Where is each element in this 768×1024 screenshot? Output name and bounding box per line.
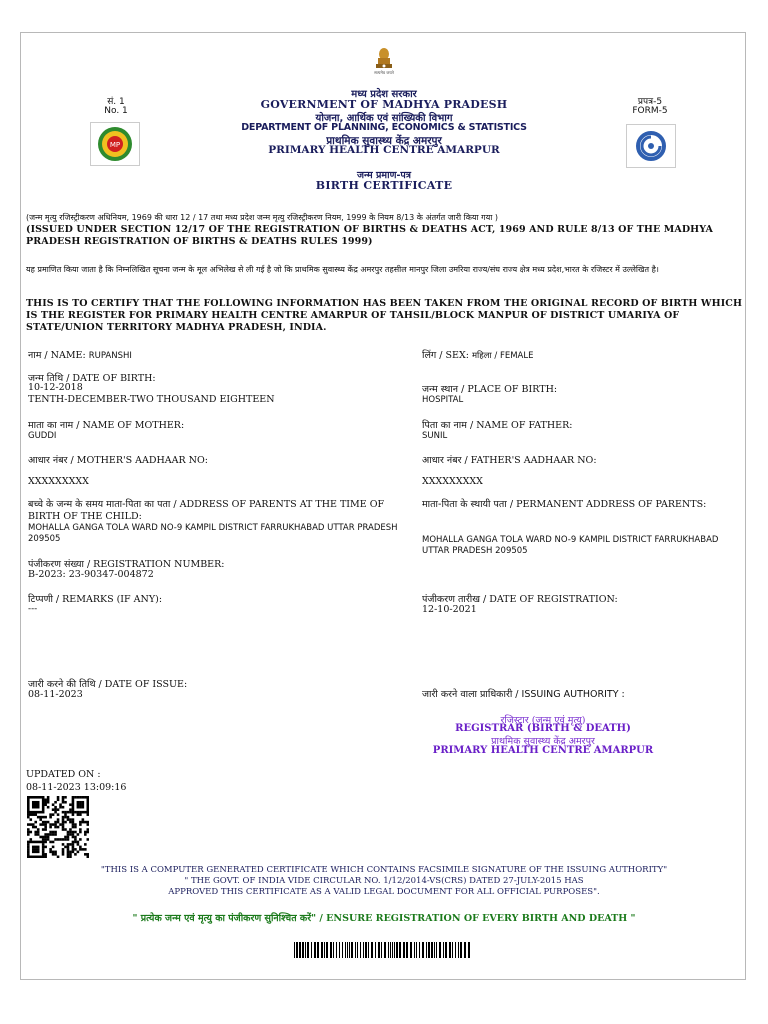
mp-logo-text: MP xyxy=(109,141,121,149)
mother-name-value: GUDDI xyxy=(28,431,57,441)
issue-date-label: जारी करने की तिथि / DATE OF ISSUE: xyxy=(28,679,188,690)
registration-number-label: पंजीकरण संख्या / REGISTRATION NUMBER: xyxy=(28,559,225,570)
sex-label: लिंग / SEX: महिला / FEMALE xyxy=(422,350,534,361)
qr-code-icon[interactable] xyxy=(27,796,89,858)
dob-words: TENTH-DECEMBER-TWO THOUSAND EIGHTEEN xyxy=(28,394,275,405)
certify-text-hindi: यह प्रमाणित किया जाता है कि निम्नलिखित सूचना जन्म के मूल अभिलेख से ली गई है जो कि प्राथमिक सुवास्थ्य केंद्र अमरपुर तहसील मानपुर जिला उमरिया राज्य/संघ राज्य क्षेत्र मध्य प्रदेश,भारत के रजिस्टर में उल्लेखित है। xyxy=(26,265,659,274)
legal-text-hindi: (जन्म मृत्यु रजिस्ट्रीकरण अधिनियम, 1969 की धारा 12 / 17 तथा मध्य प्रदेश जन्म मृत्यु रजिस्ट्रीकरण नियम, 1999 के नियम 8/13 के अंतर्गत जारी किया गया ) xyxy=(26,213,498,222)
issue-date-value: 08-11-2023 xyxy=(28,689,83,700)
centre-title: PRIMARY HEALTH CENTRE AMARPUR xyxy=(268,144,500,156)
footer-line-1: "THIS IS A COMPUTER GENERATED CERTIFICATE WHICH CONTAINS FACSIMILE SIGNATURE OF THE ISSUING AUTHORITY" xyxy=(100,865,668,875)
name-label: नाम / NAME: RUPANSHI xyxy=(28,350,132,361)
issuing-authority-label: जारी करने वाला प्राधिकारी / ISSUING AUTHORITY : xyxy=(422,689,625,700)
remarks-label: टिप्पणी / REMARKS (IF ANY): xyxy=(28,594,163,605)
footer-line-3: APPROVED THIS CERTIFICATE AS A VALID LEGAL DOCUMENT FOR ALL OFFICIAL PURPOSES". xyxy=(168,887,600,897)
number-label: No. 1 xyxy=(104,106,128,116)
certify-text-english: THIS IS TO CERTIFY THAT THE FOLLOWING INFORMATION HAS BEEN TAKEN FROM THE ORIGINAL RECORD OF BIRTH WHICH IS THE REGISTER FOR PRIMARY HEALTH CENTRE AMARPUR OF TAHSIL/BLOCK MANPUR OF DISTRICT UMARIYA OF STATE/UNION TERRITORY MADHYA PRADESH, INDIA. xyxy=(26,298,743,333)
department-title: DEPARTMENT OF PLANNING, ECONOMICS & STATISTICS xyxy=(241,122,527,133)
barcode-icon xyxy=(294,942,474,958)
updated-value: 08-11-2023 13:09:16 xyxy=(26,782,127,793)
form-hindi: प्रपत्र-5 xyxy=(637,97,663,107)
remarks-value: --- xyxy=(28,604,38,614)
registration-number-value: B-2023: 23-90347-004872 xyxy=(28,569,154,580)
mother-aadhaar-label: आधार नंबर / MOTHER'S AADHAAR NO: xyxy=(28,455,208,466)
signature-centre: PRIMARY HEALTH CENTRE AMARPUR xyxy=(432,745,654,756)
crs-logo-icon xyxy=(626,124,676,168)
government-title: GOVERNMENT OF MADHYA PRADESH xyxy=(260,98,508,111)
footer-line-2: " THE GOVT. OF INDIA VIDE CIRCULAR NO. 1/12/2014-VS(CRS) DATED 27-JULY-2015 HAS xyxy=(184,876,584,886)
father-aadhaar-label: आधार नंबर / FATHER'S AADHAAR NO: xyxy=(422,455,597,466)
sex-value: महिला / FEMALE xyxy=(471,351,534,361)
slogan: " प्रत्येक जन्म एवं मृत्यु का पंजीकरण सुनिश्चित करें" / ENSURE REGISTRATION OF EVERY BIRTH AND DEATH " xyxy=(132,913,636,924)
certificate-title: BIRTH CERTIFICATE xyxy=(315,179,453,192)
permanent-address-value: MOHALLA GANGA TOLA WARD NO-9 KAMPIL DISTRICT FARRUKHABAD UTTAR PRADESH 209505 xyxy=(422,535,719,556)
updated-label: UPDATED ON : xyxy=(26,769,101,780)
mp-government-logo-icon xyxy=(90,122,140,166)
registration-date-value: 12-10-2021 xyxy=(422,604,477,615)
department-hindi: योजना, आर्थिक एवं सांख्यिकी विभाग xyxy=(315,113,453,124)
signature-centre-hindi: प्राथमिक सुवास्थ्य केंद्र अमरपुर xyxy=(491,736,595,747)
number-hindi: सं. 1 xyxy=(107,97,125,107)
certificate-title-hindi: जन्म प्रमाण-पत्र xyxy=(356,170,412,181)
name-value: RUPANSHI xyxy=(88,351,132,361)
registration-date-label: पंजीकरण तारीख / DATE OF REGISTRATION: xyxy=(422,594,618,605)
dob-value: 10-12-2018 xyxy=(28,382,83,393)
permanent-address-label: माता-पिता के स्थायी पता / PERMANENT ADDRESS OF PARENTS: xyxy=(422,499,707,510)
father-name-label: पिता का नाम / NAME OF FATHER: xyxy=(422,420,573,431)
place-of-birth-value: HOSPITAL xyxy=(422,395,464,405)
legal-text-english: (ISSUED UNDER SECTION 12/17 OF THE REGISTRATION OF BIRTHS & DEATHS ACT, 1969 AND RULE 8/13 OF THE MADHYA PRADESH REGISTRATION OF BIRTHS & DEATHS RULES 1999) xyxy=(26,224,713,247)
parents-address-value: MOHALLA GANGA TOLA WARD NO-9 KAMPIL DISTRICT FARRUKHABAD UTTAR PRADESH 209505 xyxy=(28,523,398,544)
emblem-caption: सत्यमेव जयते xyxy=(374,70,394,75)
mother-aadhaar-value: XXXXXXXXX xyxy=(28,476,89,487)
signature-title: REGISTRAR (BIRTH & DEATH) xyxy=(455,723,631,734)
parents-address-label: बच्चे के जन्म के समय माता-पिता का पता / ADDRESS OF PARENTS AT THE TIME OF BIRTH OF THE CHILD: xyxy=(28,499,385,522)
dob-label: जन्म तिथि / DATE OF BIRTH: xyxy=(28,373,156,384)
signature-hindi-title: रजिस्ट्रार (जन्म एवं मृत्यु) xyxy=(500,715,586,726)
state-hindi: मध्य प्रदेश सरकार xyxy=(351,89,417,100)
place-of-birth-label: जन्म स्थान / PLACE OF BIRTH: xyxy=(422,384,558,395)
form-label: FORM-5 xyxy=(632,106,668,116)
mother-name-label: माता का नाम / NAME OF MOTHER: xyxy=(28,420,185,431)
centre-hindi: प्राथमिक सुवास्थ्य केंद्र अमरपुर xyxy=(326,135,442,147)
father-aadhaar-value: XXXXXXXXX xyxy=(422,476,483,487)
father-name-value: SUNIL xyxy=(422,431,448,441)
